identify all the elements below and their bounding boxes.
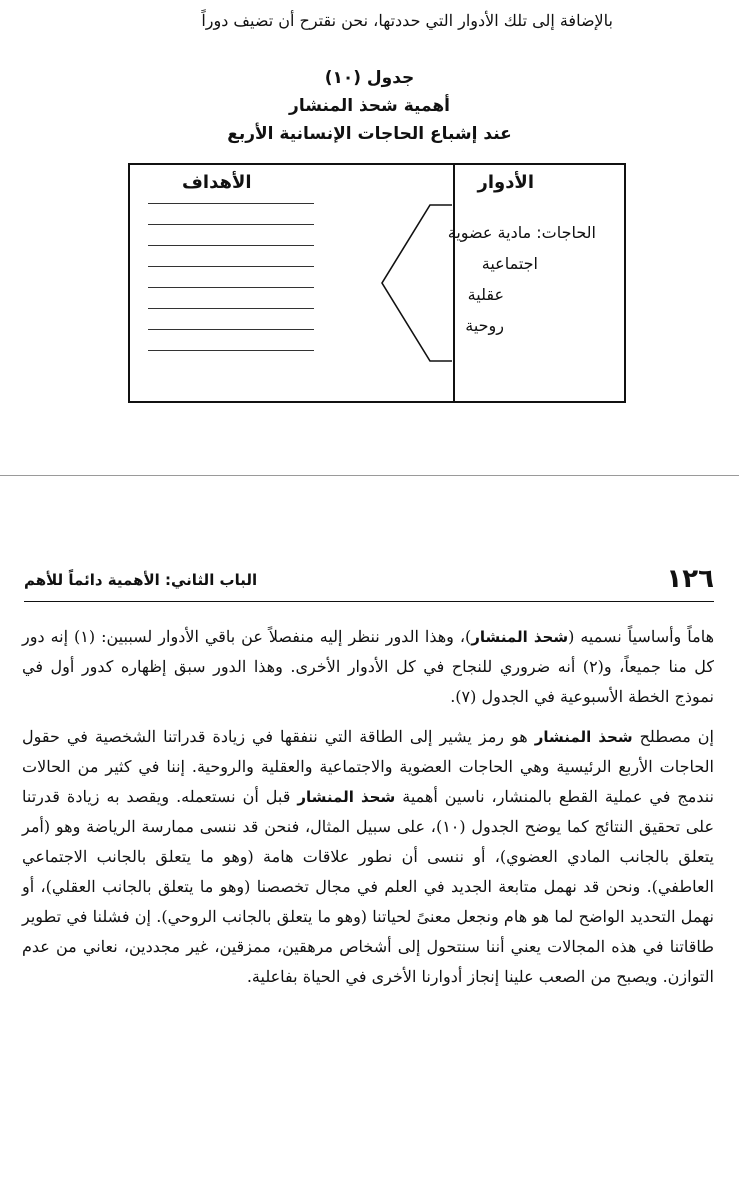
table-heading — [0, 64, 739, 148]
upper-book-page — [0, 0, 739, 475]
need-physical: مادية عضوية — [447, 223, 532, 242]
table-title-line2: عند إشباع الحاجات الإنسانية الأربع — [227, 124, 512, 144]
table-title-line1: أهمية شحذ المنشار — [289, 96, 450, 116]
goal-line — [148, 245, 314, 246]
needs-list — [448, 217, 596, 341]
p2-text-2: هو رمز يشير إلى الطاقة التي ننفقها في زيادة قدراتنا الشخصية في حقول الحاجات الأربع الرئيسية وهي الحاجات العضوية والاجتماعية والعقلية والروحية. إننا في كثير من الحالات نندمج في عملية القطع بالمنشار، ناسين أهمية — [22, 727, 715, 806]
need-social: اجتماعية — [481, 254, 538, 273]
need-spiritual: روحية — [465, 316, 504, 335]
p2-text-3: قبل أن نستعمله. ويقصد به زيادة قدرتنا على تحقيق النتائج كما يوضح الجدول (١٠)، على سبيل المثال، فنحن قد ننسى ممارسة الرياضة وهو (أمر يتعلق بالجانب المادي العضوي)، أو ننسى أن نطور علاقات هامة (وهو ما يتعلق بالجانب الاجتماعي العاطفي). ونحن قد نهمل متابعة الجديد في العلم في مجال تخصصنا (وهو ما يتعلق بالجانب العقلي)، أو نهمل التحديد الواضح لما هو هام ونجعل معنىً لحياتنا (وهو ما يتعلق بالجانب الروحي). إن فشلنا في تطوير طاقاتنا في هذه المجالات يعني أننا سنتحول إلى أشخاص مرهقين، ممزقين، غير مجددين، نعاني من عدم التوازن. ويصبح من الصعب علينا إنجاز أدوارنا الأخرى في الحياة بفاعلية. — [22, 787, 715, 986]
paragraph-2 — [22, 722, 714, 992]
needs-row-physical — [448, 217, 596, 248]
goal-line — [148, 287, 314, 288]
goal-line — [148, 266, 314, 267]
goal-line — [148, 203, 314, 204]
goal-line — [148, 329, 314, 330]
goal-line — [148, 308, 314, 309]
page-number: ١٢٦ — [666, 564, 714, 594]
roles-column-header: الأدوار — [477, 172, 534, 193]
header-rule — [24, 601, 714, 602]
p2-text-1: إن مصطلح — [632, 727, 715, 746]
table-number: جدول (١٠) — [324, 68, 415, 88]
goals-blank-lines — [148, 203, 314, 371]
body-text — [22, 622, 714, 992]
paragraph-1 — [22, 622, 714, 712]
chapter-title: الباب الثاني: الأهمية دائماً للأهم — [24, 571, 258, 589]
needs-label: الحاجات: — [536, 223, 596, 242]
p1-text-start: هاماً وأساسياً نسميه ( — [568, 627, 715, 646]
lower-book-page — [0, 476, 739, 1200]
bracket-arrow-shape — [380, 203, 452, 363]
need-mental: عقلية — [467, 285, 504, 304]
goals-column-header: الأهداف — [182, 172, 252, 193]
p2-bold-term-2: شحذ المنشار — [297, 788, 396, 806]
goal-line — [148, 350, 314, 351]
roles-goals-table — [128, 163, 626, 403]
running-header — [24, 564, 714, 598]
p2-bold-term-1: شحذ المنشار — [534, 728, 633, 746]
p1-text-end: )، وهذا الدور ننظر إليه منفصلاً عن باقي الأدوار لسببين: (١) إنه دور كل منا جميعاً، و(٢) أنه ضروري للنجاح في كل الأدوار الأخرى. وهذا الدور سبق إظهاره كدور أول في نموذج الخطة الأسبوعية في الجدول (٧). — [22, 627, 714, 706]
p1-bold-term: شحذ المنشار — [471, 628, 569, 646]
goal-line — [148, 224, 314, 225]
intro-line: بالإضافة إلى تلك الأدوار التي حددتها، نحن نقترح أن تضيف دوراً — [201, 11, 613, 30]
